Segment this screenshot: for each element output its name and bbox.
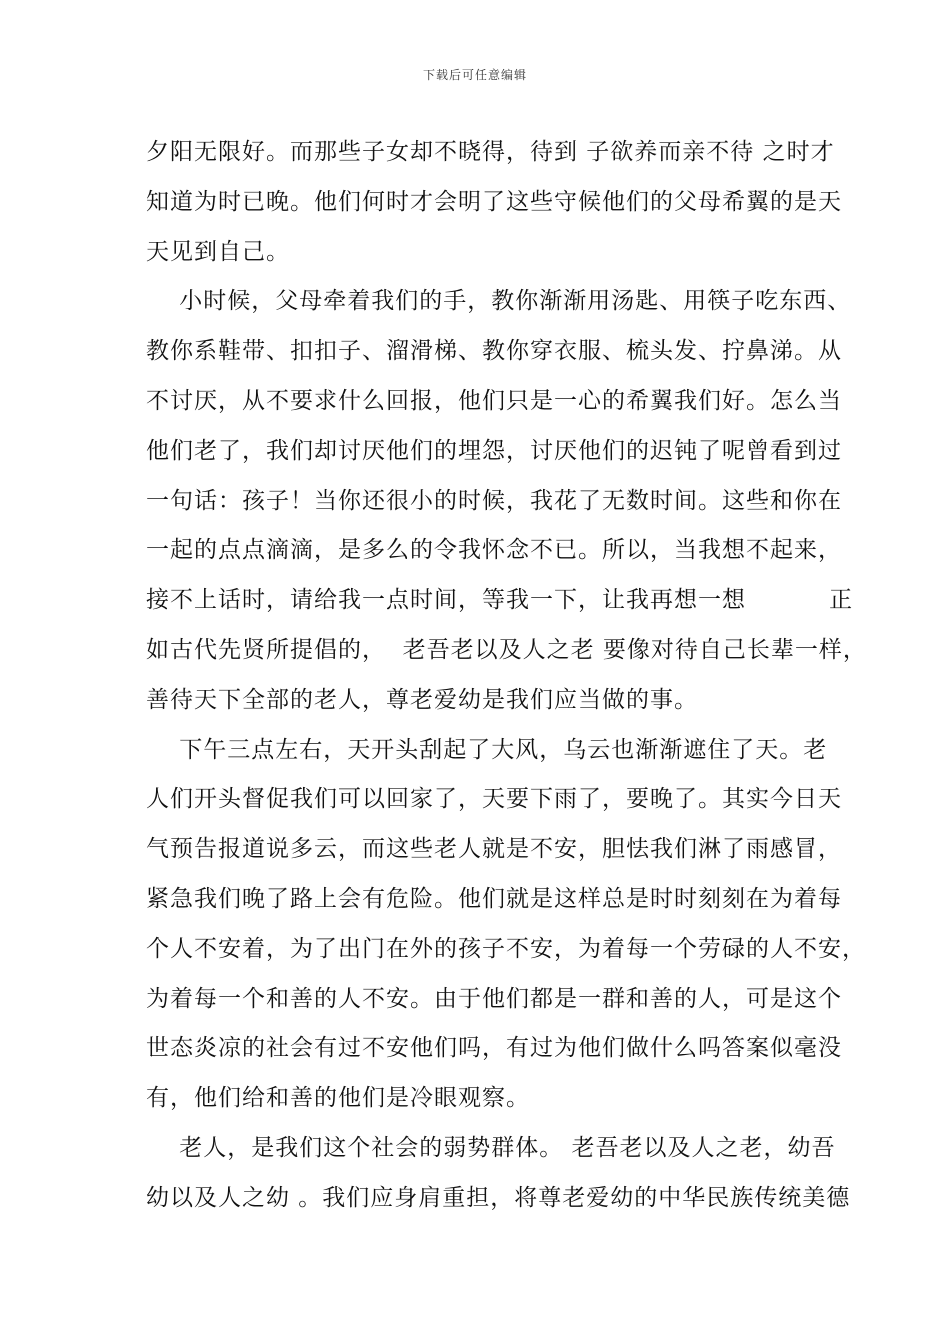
text-line: 世态炎凉的社会有过不安他们吗，有过为他们做什么吗答案似毫没: [146, 1035, 842, 1061]
text-line: 天见到自己。: [146, 239, 290, 265]
text-line: 有，他们给和善的他们是冷眼观察。: [146, 1085, 530, 1111]
text-line: 如古代先贤所提倡的， 老吾老以及人之老 要像对待自己长辈一样，: [146, 637, 867, 663]
page-header: 下载后可任意编辑: [422, 68, 527, 82]
text-line: 不讨厌，从不要求什么回报，他们只是一心的希翼我们好。怎么当: [146, 388, 842, 414]
text-line: 幼以及人之幼 。我们应身肩重担，将尊老爱幼的中华民族传统美德: [146, 1185, 851, 1211]
text-line: 他们老了，我们却讨厌他们的埋怨，讨厌他们的迟钝了呢曾看到过: [146, 438, 842, 464]
text-line: 气预告报道说多云，而这些老人就是不安，胆怯我们淋了雨感冒，: [146, 836, 842, 862]
text-line: 一句话：孩子！当你还很小的时候，我花了无数时间。这些和你在: [146, 488, 842, 514]
text-line: 人们开头督促我们可以回家了，天要下雨了，要晚了。其实今日天: [146, 786, 842, 812]
text-line: 紧急我们晚了路上会有危险。他们就是这样总是时时刻刻在为着每: [146, 886, 842, 912]
text-line: 善待天下全部的老人，尊老爱幼是我们应当做的事。: [146, 687, 698, 713]
text-line: 一起的点点滴滴，是多么的令我怀念不已。所以，当我想不起来，: [146, 537, 842, 563]
text-line: 下午三点左右，天开头刮起了大风，乌云也渐渐遮住了天。老: [146, 737, 828, 763]
text-line: 为着每一个和善的人不安。由于他们都是一群和善的人，可是这个: [146, 986, 842, 1012]
text-line: 小时候，父母牵着我们的手，教你渐渐用汤匙、用筷子吃东西、: [146, 288, 852, 314]
text-line: 老人，是我们这个社会的弱势群体。 老吾老以及人之老，幼吾: [146, 1135, 836, 1161]
text-line: 知道为时已晚。他们何时才会明了这些守候他们的父母希翼的是天: [146, 189, 842, 215]
text-line: 个人不安着，为了出门在外的孩子不安，为着每一个劳碌的人不安，: [146, 936, 866, 962]
text-line: 教你系鞋带、扣扣子、溜滑梯、教你穿衣服、梳头发、拧鼻涕。从: [146, 338, 842, 364]
text-line: 夕阳无限好。而那些子女却不晓得，待到 子欲养而亲不待 之时才: [146, 139, 835, 165]
text-line: 接不上话时，请给我一点时间，等我一下，让我再想一想 正: [146, 587, 854, 613]
